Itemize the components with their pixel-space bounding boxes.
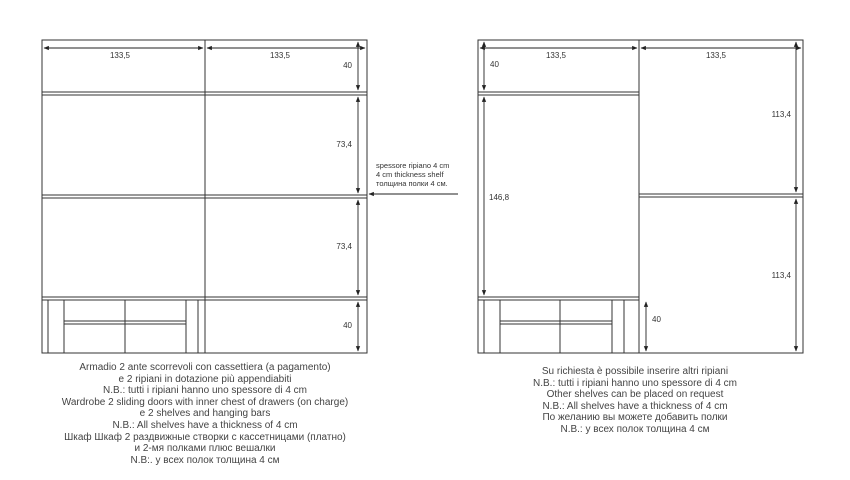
left-height-shelf1-label: 73,4	[336, 140, 352, 149]
right-height-right-upper-label: 113,4	[771, 110, 791, 119]
right-height-right-lower-label: 113,4	[771, 271, 791, 280]
left-height-top-label: 40	[343, 61, 352, 70]
left-caption-line-9: N.B:. у всех полок толщина 4 см	[130, 454, 280, 466]
left-caption-line-5: e 2 shelves and hanging bars	[139, 408, 271, 420]
right-height-top-left-label: 40	[490, 60, 499, 69]
left-width-left-label: 133,5	[109, 51, 131, 60]
shelf-note-line-1: spessore ripiano 4 cm	[376, 161, 450, 170]
right-height-bottom-label: 40	[652, 315, 661, 324]
right-caption-line-6: N.B.: у всех полок толщина 4 см	[560, 423, 710, 435]
left-caption-line-4: Wardrobe 2 sliding doors with inner chest of drawers (on charge)	[61, 396, 349, 408]
right-caption-line-4: N.B.: All shelves have a thickness of 4 cm	[542, 400, 728, 412]
right-caption-line-1: Su richiesta è possibile inserire altri ripiani	[541, 366, 729, 377]
left-caption-line-7: Шкаф Шкаф 2 раздвижные створки с кассетницами (платно)	[64, 431, 346, 443]
left-caption-line-3: N.B.: tutti i ripiani hanno uno spessore di 4 cm	[103, 385, 307, 397]
right-drawer-unit	[484, 300, 624, 353]
right-caption-line-2: N.B.: tutti i ripiani hanno uno spessore di 4 cm	[533, 377, 737, 389]
left-height-bottom-label: 40	[343, 321, 352, 330]
left-caption-line-1: Armadio 2 ante scorrevoli con cassettiera (a pagamento)	[79, 362, 331, 373]
right-caption	[465, 366, 805, 436]
left-wardrobe	[42, 40, 367, 353]
right-wardrobe	[478, 40, 803, 353]
left-caption-line-8: и 2-мя полками плюс вешалки	[134, 443, 276, 455]
shelf-thickness-note	[369, 161, 458, 194]
left-width-right-label: 133,5	[269, 51, 291, 60]
shelf-note-line-2: 4 cm thickness shelf	[376, 170, 444, 179]
shelf-note-line-3: толщина полки 4 см.	[376, 179, 448, 188]
left-height-shelf2-label: 73,4	[336, 242, 352, 251]
left-drawer-unit	[48, 300, 198, 353]
left-caption	[10, 362, 400, 466]
right-width-left-label: 133,5	[545, 51, 567, 60]
left-caption-line-2: e 2 ripiani in dotazione più appendiabiti	[118, 373, 292, 385]
left-caption-line-6: N.B.: All shelves have a thickness of 4 cm	[112, 419, 298, 431]
right-caption-line-5: По желанию вы можете добавить полки	[542, 412, 728, 424]
right-caption-line-3: Other shelves can be placed on request	[546, 389, 724, 401]
right-width-right-label: 133,5	[705, 51, 727, 60]
right-height-left-main-label: 146,8	[489, 193, 510, 202]
